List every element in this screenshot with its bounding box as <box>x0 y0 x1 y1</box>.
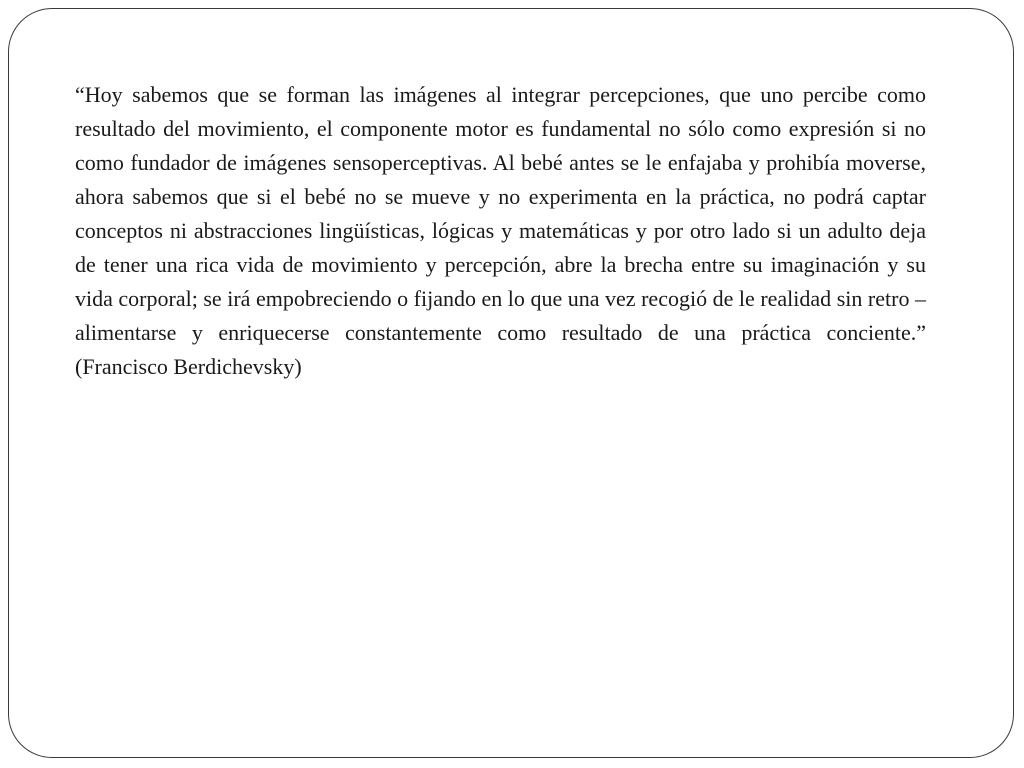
quote-paragraph: “Hoy sabemos que se forman las imágenes al integrar percepciones, que uno percibe como resultado del movimiento, el componente motor es fundamental no sólo como expresión si no como fundador de imágenes sensoperceptivas. Al bebé antes se le enfajaba y prohibía moverse, ahora sabemos que si el bebé no se mueve y no experimenta en la práctica, no podrá captar conceptos ni abstracciones lingüísticas, lógicas y matemáticas y por otro lado si un adulto deja de tener una rica vida de movimiento y percepción, abre la brecha entre su imaginación y su vida corporal; se irá empobreciendo o fijando en lo que una vez recogió de le realidad sin retro – alimentarse y enriquecerse constantemente como resultado de una práctica conciente.” (Francisco Berdichevsky) <box>75 82 926 379</box>
